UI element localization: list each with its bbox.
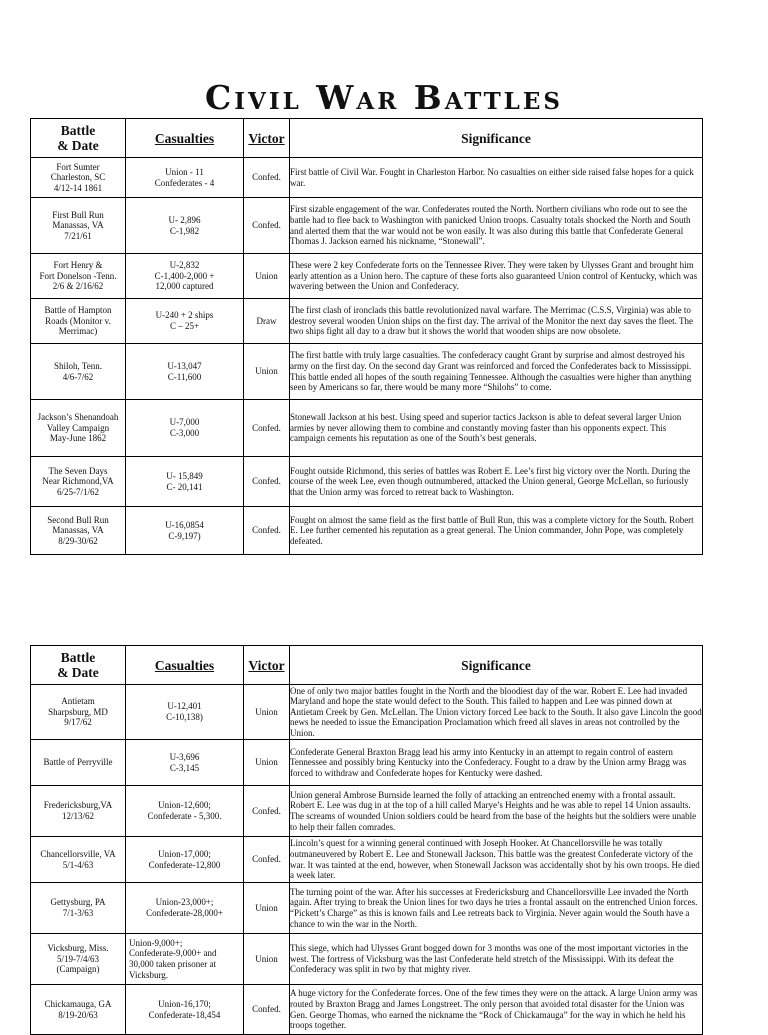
table-header-row [31, 646, 703, 685]
casualties-cell-line: Confederate-18,454 [148, 1009, 221, 1020]
casualties-cell-line: Vicksburg. [129, 969, 169, 980]
battle-cell [31, 740, 126, 786]
casualties-cell-line: U-12,401 [167, 701, 202, 712]
battle-cell [31, 400, 126, 457]
battle-cell-line: Vicksburg, Miss. [47, 943, 109, 954]
casualties-cell [126, 685, 244, 740]
battle-cell-line: Antietam [61, 696, 95, 707]
casualties-cell-line: U- 15,849 [166, 470, 203, 481]
victor-cell: Union [244, 254, 290, 299]
header-significance-label: Significance [461, 657, 531, 673]
battle-cell-line: Chickamauga, GA [44, 998, 112, 1009]
battle-cell-line: Near Richmond,VA [42, 476, 114, 487]
battle-cell [31, 883, 126, 934]
battle-cell-line: Roads (Monitor v. [45, 315, 111, 326]
casualties-cell-line: Confederate-28,000+ [146, 908, 223, 918]
casualties-cell-line: C-1,400-2,000 + [154, 270, 215, 281]
casualties-cell-line: C-3,145 [169, 762, 200, 773]
battle-cell-line: Fredericksburg,VA [43, 800, 113, 811]
header-battle-line1: Battle [60, 650, 96, 665]
victor-cell: Confed. [244, 457, 290, 507]
battle-cell-line: Second Bull Run [47, 514, 109, 525]
casualties-cell [126, 457, 244, 507]
table-row [31, 685, 703, 740]
significance-cell: Union general Ambrose Burnside learned the folly of attacking an entrenched enemy with a frontal assault. Robert E. Lee was dug in at the top of a hill called Marye’s Heights and he was able to repel 14 Union assaults. The screams of wounded Union soldiers could be heard from the base of the heights but the soldiers were unable to help their fallen comrades. [290, 786, 703, 837]
battle-cell [31, 985, 126, 1035]
battle-cell-line: 8/19-20/63 [58, 1009, 98, 1020]
battle-cell-line: 4/6-7/62 [62, 371, 94, 382]
victor-cell: Union [244, 883, 290, 934]
significance-cell: The turning point of the war. After his successes at Fredericksburg and Chancellorsville Lee invaded the North again. After trying to break the Union lines for two days he tries a frontal assault on the entrenched Union forces. “Pickett’s Charge” as this is known fails and Lee retreats back to Virginia. Never again would the South have a chance to win the war in the North. [290, 883, 703, 934]
battles-table-2 [30, 645, 703, 1035]
victor-cell: Union [244, 740, 290, 786]
header-victor-label: Victor [248, 657, 285, 673]
victor-cell: Confed. [244, 985, 290, 1035]
table-row [31, 254, 703, 299]
header-battle-line2: & Date [57, 138, 99, 153]
significance-cell: Confederate General Braxton Bragg lead his army into Kentucky in an attempt to regain control of eastern Tennessee and possibly bring Kentucky into the Confederacy. Fought to a draw by the Union army Bragg was forced to withdraw and Confederate hopes for Kentucky were dashed. [290, 740, 703, 786]
battle-cell-line: Jackson’s Shenandoah [37, 412, 119, 423]
battle-cell [31, 158, 126, 198]
casualties-cell-line: Union-16,170; [158, 998, 211, 1009]
victor-cell: Union [244, 344, 290, 400]
battle-cell-line: Shiloh, Tenn. [54, 360, 102, 371]
casualties-cell-line: C-11,600 [167, 371, 202, 382]
battle-cell-line: 8/29-30/62 [58, 535, 98, 546]
casualties-cell-line: C-1,982 [169, 225, 200, 236]
battle-cell [31, 685, 126, 740]
battle-cell-line: Fort Sumter [56, 161, 100, 172]
casualties-cell-line: Confederate - 5,300. [147, 811, 222, 821]
significance-cell: Stonewall Jackson at his best. Using speed and superior tactics Jackson is able to defeat several larger Union armies by never allowing them to combine and constantly moving faster than his opponents expect. This campaign cements his reputation as one of the South’s best generals. [290, 400, 703, 457]
table-row [31, 400, 703, 457]
casualties-cell-line: 12,000 captured [155, 281, 214, 292]
casualties-cell-line: U-240 + 2 ships [155, 310, 214, 321]
casualties-cell-line: Union-9,000+; [129, 937, 183, 948]
battle-cell-line: The Seven Days [48, 465, 108, 476]
casualties-cell-line: Confederate-9,000+ and [129, 948, 217, 959]
battle-cell-line: Battle of Hampton [44, 305, 112, 316]
significance-cell: First sizable engagement of the war. Confederates routed the North. Northern civilians who rode out to see the battle had to flee back to Washington with panicked Union troops. Casualty totals shocked the North and South and alerted them that the war would not be won easily. It was also during this battle that Confederate General Thomas J. Jackson earned his nickname, “Stonewall”. [290, 198, 703, 254]
header-victor [244, 119, 290, 158]
significance-cell: These were 2 key Confederate forts on the Tennessee River. They were taken by Ulysses Grant and brought him early attention as a Union hero. The capture of these forts also guaranteed Union control of Kentucky, which was wavering between the Union and Confederacy. [290, 254, 703, 299]
victor-cell: Confed. [244, 786, 290, 837]
battle-cell-line: Battle of Perryville [43, 757, 113, 768]
casualties-cell [126, 985, 244, 1035]
significance-cell: Fought outside Richmond, this series of battles was Robert E. Lee’s first big victory over the North. During the course of the week Lee, even though outnumbered, attacked the Union general, George McLellan, so furiously that the Union army was forced to retreat back to Washington. [290, 457, 703, 507]
header-battle [31, 119, 126, 158]
casualties-cell-line: Union-23,000+; [155, 897, 214, 908]
header-casualties-label: Casualties [154, 657, 215, 673]
table-row [31, 457, 703, 507]
table-row [31, 985, 703, 1035]
victor-cell: Confed. [244, 400, 290, 457]
header-casualties [126, 646, 244, 685]
victor-cell: Confed. [244, 507, 290, 555]
battle-cell [31, 786, 126, 837]
casualties-cell-line: C – 25+ [169, 321, 200, 331]
battle-cell [31, 299, 126, 344]
battle-cell-line: Fort Donelson -Tenn. [39, 270, 117, 281]
victor-cell: Union [244, 685, 290, 740]
casualties-cell-line: 30,000 taken prisoner at [129, 959, 216, 969]
victor-cell: Draw [244, 299, 290, 344]
battle-cell [31, 934, 126, 985]
battle-cell-line: 7/1-3/63 [62, 908, 94, 918]
table-row [31, 883, 703, 934]
battle-cell [31, 457, 126, 507]
table-row [31, 158, 703, 198]
battle-cell-line: (Campaign) [56, 964, 100, 975]
casualties-cell-line: C- 20,141 [166, 481, 203, 492]
significance-cell: The first clash of ironclads this battle revolutionized naval warfare. The Merrimac (C.S.S, Virginia) was able to destroy several wooden Union ships on the first day. The arrival of the Monitor the next day saves the fleet. The two ships fight all day to a draw but it shows the world that wooden ships are now obsolete. [290, 299, 703, 344]
casualties-cell-line: U-2,832 [169, 260, 200, 271]
battle-cell-line: Charleston, SC [50, 172, 106, 183]
table-row [31, 837, 703, 883]
table-row [31, 934, 703, 985]
table-row [31, 299, 703, 344]
victor-cell: Confed. [244, 158, 290, 198]
battle-cell-line: Chancellorsville, VA [40, 848, 116, 859]
battle-cell [31, 198, 126, 254]
table-row [31, 740, 703, 786]
table-body-1 [31, 158, 703, 555]
battle-cell [31, 344, 126, 400]
battles-table-1 [30, 118, 703, 555]
header-significance-label: Significance [461, 130, 531, 146]
casualties-cell [126, 883, 244, 934]
casualties-cell-line: Confederates - 4 [154, 177, 215, 188]
casualties-cell [126, 158, 244, 198]
casualties-cell-line: U-7,000 [169, 417, 200, 428]
significance-cell: Fought on almost the same field as the first battle of Bull Run, this was a complete victory for the South. Robert E. Lee further cemented his reputation as a great general. The Union commander, John Pope, was completely defeated. [290, 507, 703, 555]
battle-cell [31, 507, 126, 555]
casualties-cell-line: U-16,0854 [165, 519, 204, 530]
battle-cell-line: 12/13/62 [61, 811, 94, 821]
table-row [31, 507, 703, 555]
battle-cell-line: 2/6 & 2/16/62 [52, 281, 104, 292]
battle-cell-line: 5/1-4/63 [62, 859, 94, 870]
header-battle [31, 646, 126, 685]
battle-cell [31, 837, 126, 883]
casualties-cell-line: Union-12,600; [158, 800, 211, 811]
casualties-cell-line: Union - 11 [165, 166, 204, 177]
battle-cell-line: Valley Campaign [46, 422, 110, 433]
casualties-cell-line: U-13,047 [167, 360, 202, 371]
battle-cell-line: 6/25-7/1/62 [57, 486, 99, 497]
casualties-cell-line: U-3,696 [169, 751, 200, 762]
battle-cell [31, 254, 126, 299]
significance-cell: Lincoln’s quest for a winning general continued with Joseph Hooker. At Chancellorsville he was totally outmaneuvered by Robert E. Lee and Stonewall Jackson. This battle was the greatest Confederate victory of the war. It was tainted at the end, however, when Stonewall Jackson was accidentally shot by his own troops. He died a week later. [290, 837, 703, 883]
header-casualties [126, 119, 244, 158]
victor-cell: Union [244, 934, 290, 985]
header-battle-line2: & Date [57, 665, 99, 680]
header-casualties-label: Casualties [154, 130, 215, 146]
battle-cell-line: Manassas, VA [52, 525, 104, 536]
battle-cell-line: 5/19-7/4/63 [57, 953, 99, 964]
table-header-row [31, 119, 703, 158]
victor-cell: Confed. [244, 837, 290, 883]
battle-cell-line: First Bull Run [52, 209, 104, 220]
significance-cell: The first battle with truly large casualties. The confederacy caught Grant by surprise and almost destroyed his army on the first day. On the second day Grant was reinforced and forced the Confederates back to Mississippi. This battle ended all hopes of the south regaining Tennessee. Although the casualties were higher than anything seen by Americans so far, there would be many more “Shilohs” to come. [290, 344, 703, 400]
casualties-cell-line: Confederate-12,800 [148, 859, 221, 870]
casualties-cell [126, 786, 244, 837]
casualties-cell [126, 507, 244, 555]
header-victor-label: Victor [248, 130, 285, 146]
casualties-cell [126, 837, 244, 883]
victor-cell: Confed. [244, 198, 290, 254]
significance-cell: First battle of Civil War. Fought in Charleston Harbor. No casualties on either side raised false hopes for a quick war. [290, 158, 703, 198]
casualties-cell-line: C-9,197) [168, 530, 201, 541]
casualties-cell [126, 299, 244, 344]
table-row [31, 344, 703, 400]
header-victor [244, 646, 290, 685]
significance-cell: This siege, which had Ulysses Grant bogged down for 3 months was one of the most important victories in the west. The fortress of Vicksburg was the last Confederate held stretch of the Mississippi. With its defeat the Confederacy was split in two by that mighty river. [290, 934, 703, 985]
significance-cell: One of only two major battles fought in the North and the bloodiest day of the war. Robert E. Lee had invaded Maryland and hope the state would defect to the South. This failed to happen and Lee was pinned down at Antietam Creek by Gen. McLellan. The Union victory forced Lee back to the South. It also gave Lincoln the good news he needed to issue the Emancipation Proclamation which freed all slaves in areas not controlled by the Union. [290, 685, 702, 738]
battle-cell-line: May-June 1862 [49, 433, 107, 444]
header-significance [290, 119, 703, 158]
casualties-cell-line: Union-17,000; [158, 848, 211, 859]
header-significance [290, 646, 703, 685]
battle-cell-line: 9/17/62 [64, 717, 92, 728]
casualties-cell-line: U- 2,896 [168, 214, 201, 225]
battle-cell-line: Manassas, VA [52, 220, 104, 231]
casualties-cell [126, 344, 244, 400]
table-row [31, 198, 703, 254]
casualties-cell-line: C-10,138) [166, 712, 203, 722]
casualties-cell [126, 934, 244, 985]
casualties-cell [126, 254, 244, 299]
battle-cell-line: Gettysburg, PA [50, 897, 106, 908]
table-row [31, 786, 703, 837]
casualties-cell-line: C-3,000 [169, 428, 200, 438]
header-battle-line1: Battle [60, 123, 96, 138]
battle-cell-line: 7/21/61 [64, 230, 92, 241]
battle-cell-line: 4/12-14 1861 [53, 182, 103, 193]
casualties-cell [126, 740, 244, 786]
battle-cell-line: Sharpsburg, MD [48, 706, 108, 717]
casualties-cell [126, 198, 244, 254]
table-body-2 [31, 685, 703, 1035]
significance-cell: A huge victory for the Confederate forces. One of the few times they were on the attack. A large Union army was routed by Braxton Bragg and James Longstreet. The only person that avoided total disaster for the Union was Gen. George Thomas, who earned the nickname the “Rock of Chickamauga” for the way in which he held his troops together. [290, 985, 703, 1035]
battle-cell-line: Merrimac) [58, 326, 98, 337]
casualties-cell [126, 400, 244, 457]
battle-cell-line: Fort Henry & [53, 260, 103, 271]
page-title: Civil War Battles [205, 78, 563, 117]
